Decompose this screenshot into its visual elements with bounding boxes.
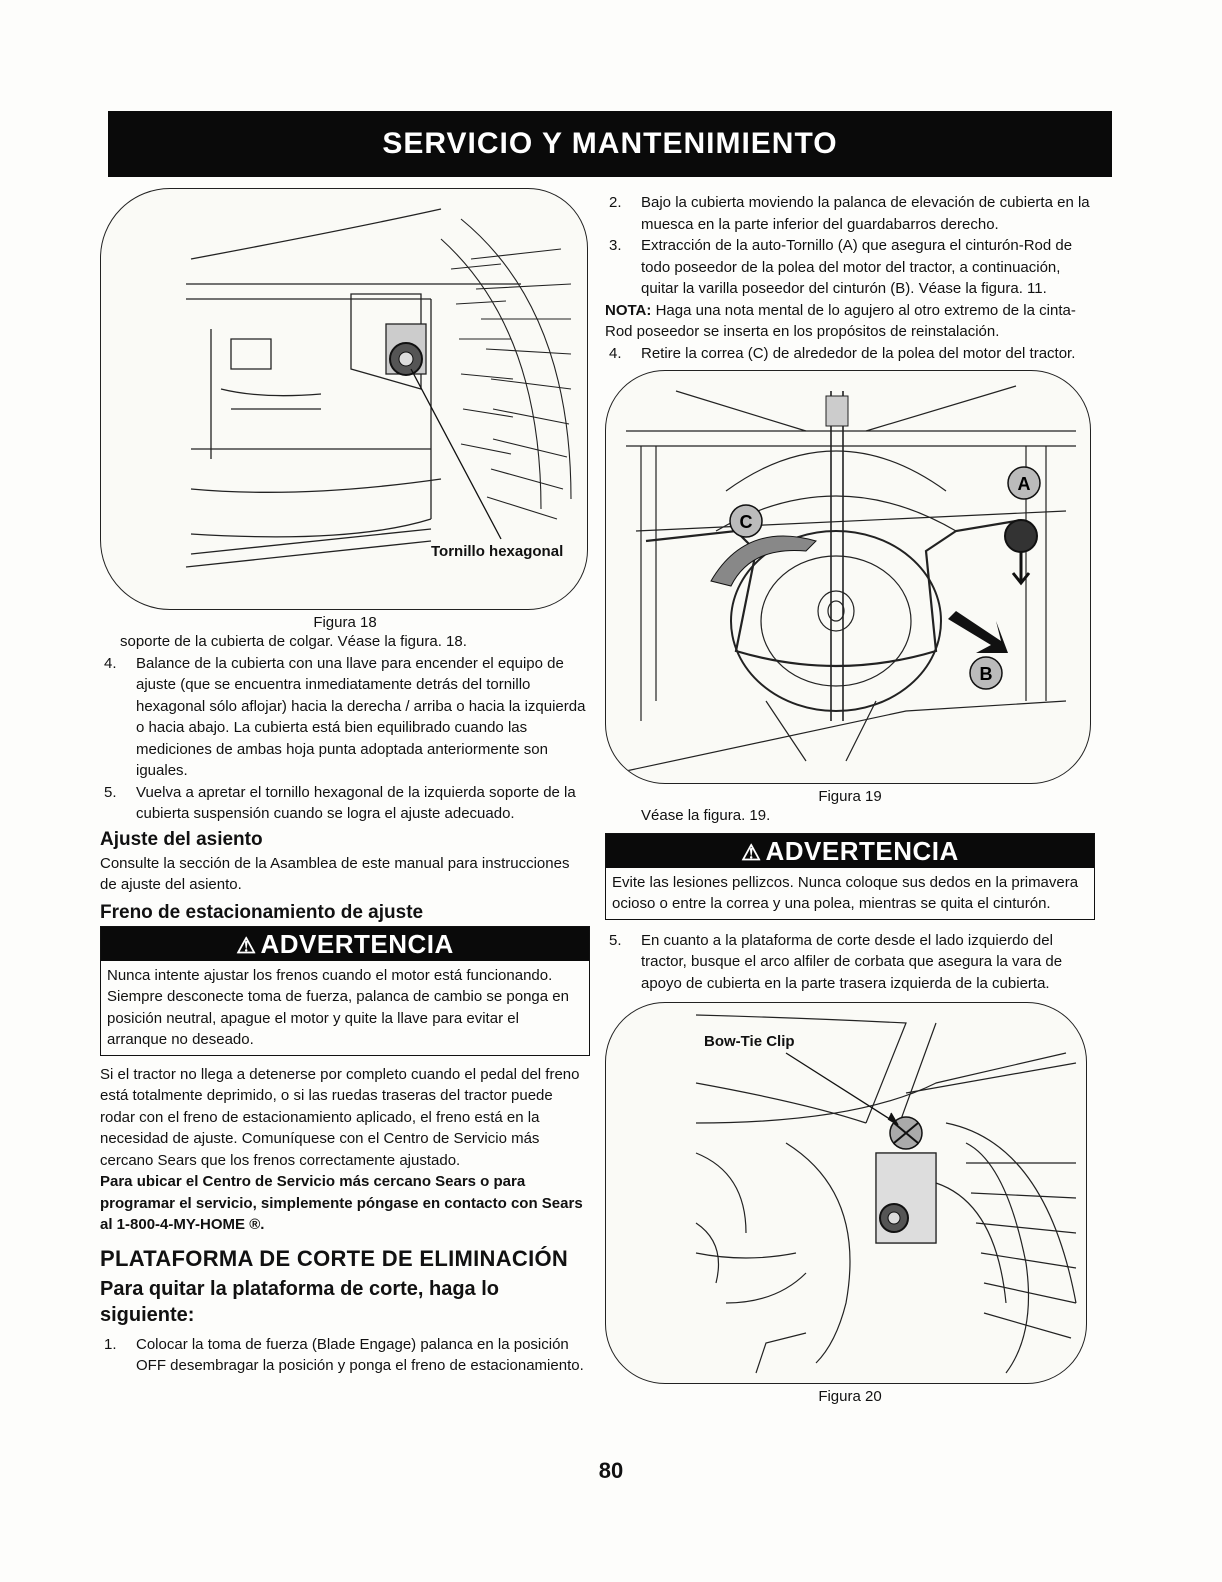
step-text: Extracción de la auto-Tornillo (A) que asegura el cinturón-Rod de todo poseedor de la polea del motor del tractor, a continuación, quitar la varilla poseedor del cinturón (B). Véase la figura. 11. [641,237,1073,297]
list-item [100,782,590,825]
list-item [100,653,590,782]
seat-text: Consulte la sección de la Asamblea de este manual para instrucciones de ajuste del asiento. [100,854,570,893]
left-steps-list [100,653,590,825]
step-number: 5. [104,783,117,801]
step-text: Bajo la cubierta moviendo la palanca de elevación de cubierta en la muesca en la parte inferior del guardabarros derecho. [641,194,1090,233]
figure-19 [605,370,1091,784]
step-text: Balance de la cubierta con una llave para encender el equipo de ajuste (que se encuentra inmediatamente detrás del tornillo hexagonal sólo aflojar) hacia la derecha / arriba o hacia la izquierda o hacia abajo. La cubierta está bien equilibrado cuando las mediciones de ambas hoja punta adoptada anteriormente son iguales. [136,654,586,779]
warning-triangle-icon: ⚠ [236,932,257,958]
label-b: B [979,664,993,684]
right-steps-list-3 [605,930,1095,995]
warning-header [101,927,589,961]
seat-heading: Ajuste del asiento [100,828,263,850]
label-c: C [739,512,753,532]
figure-19-drawing [606,371,1090,783]
belt-arrow-icon [711,536,816,586]
step-number: 4. [609,344,622,362]
section-title: SERVICIO Y MANTENIMIENTO [382,127,838,160]
figure-19-caption: Figura 19 [818,788,882,805]
section-header [108,111,1112,177]
warning-title: ADVERTENCIA [260,928,454,959]
left-column [100,188,590,1377]
removal-subheading: Para quitar la plataforma de corte, haga lo siguiente: [100,1277,500,1326]
figure-20-caption: Figura 20 [818,1388,882,1405]
figure-18-caption: Figura 18 [313,614,377,631]
step-text: En cuanto a la plataforma de corte desde el lado izquierdo del tractor, busque el arco alfiler de corbata que asegura la vara de apoyo de cubierta en la parte trasera izquierda de la cubierta. [641,931,1063,992]
warning-text: Nunca intente ajustar los frenos cuando el motor está funcionando. Siempre desconecte toma de fuerza, palanca de cambio se ponga en posición neutral, apague el motor y quite la llave para evitar el arranque no deseado. [107,966,569,1048]
step-number: 2. [609,194,622,211]
warning-title: ADVERTENCIA [765,835,959,866]
right-column [605,192,1095,1405]
step-text: Retire la correa (C) de alrededor de la polea del motor del tractor. [641,344,1076,362]
removal-heading: PLATAFORMA DE CORTE DE ELIMINACIÓN [100,1245,569,1271]
note-paragraph [605,300,1095,343]
list-item [605,343,1095,365]
list-item [605,192,1095,235]
self-tapping-screw-icon [1005,520,1037,552]
brake-text: Si el tractor no llega a detenerse por completo cuando el pedal del freno está totalmente deprimido, o si las ruedas traseras del tractor puede rodar con el freno de estacionamiento aplicado, el freno está en la necesidad de ajuste. Comuníquese con el Centro de Servicio más cercano Sears que los frenos correctamente ajustado. [100,1065,580,1169]
list-item [605,235,1095,300]
removal-steps-list [100,1334,590,1377]
brake-contact-text: Para ubicar el Centro de Servicio más cercano Sears o para programar el servicio, simplemente póngase en contacto con Sears al 1-800-4-MY-HOME ®. [100,1173,583,1233]
brake-heading: Freno de estacionamiento de ajuste [100,901,424,923]
step-text: Vuelva a apretar el tornillo hexagonal de la izquierda soporte de la cubierta suspensión cuando se logra el ajuste adecuado. [136,783,576,822]
warning-header [606,834,1094,868]
warning-box-right [605,833,1095,920]
rotate-arrow-icon [948,611,1008,653]
list-item [100,1334,590,1377]
callout-line [411,369,501,539]
step-number: 5. [609,931,622,949]
step-number: 3. [609,237,622,254]
intro-text: soporte de la cubierta de colgar. Véase la figura. 18. [120,633,467,650]
right-steps-list-2 [605,343,1095,365]
step-text: Colocar la toma de fuerza (Blade Engage) palanca en la posición OFF desembragar la posición y ponga el freno de estacionamiento. [136,1335,584,1374]
label-a: A [1017,474,1031,494]
note-text: Haga una nota mental de lo agujero al otro extremo de la cinta-Rod poseedor se inserta en los propósitos de reinstalación. [605,301,1076,340]
list-item [605,930,1095,995]
step-number: 4. [104,654,117,672]
figure-20-label: Bow-Tie Clip [704,1033,795,1050]
figure-20-drawing [606,1003,1086,1383]
note-label: NOTA: [605,301,652,319]
see-figure-19: Véase la figura. 19. [641,807,771,824]
right-steps-list [605,192,1095,300]
step-number: 1. [104,1335,117,1353]
page-number: 80 [598,1458,624,1483]
warning-triangle-icon: ⚠ [741,839,762,865]
warning-box-left [100,926,590,1056]
figure-20 [605,1002,1087,1384]
figure-18 [100,188,588,610]
warning-text: Evite las lesiones pellizcos. Nunca coloque sus dedos en la primavera ocioso o entre la correa y una polea, mientras se quita el cinturón. [612,873,1079,912]
figure-18-label: Tornillo hexagonal [431,543,564,560]
